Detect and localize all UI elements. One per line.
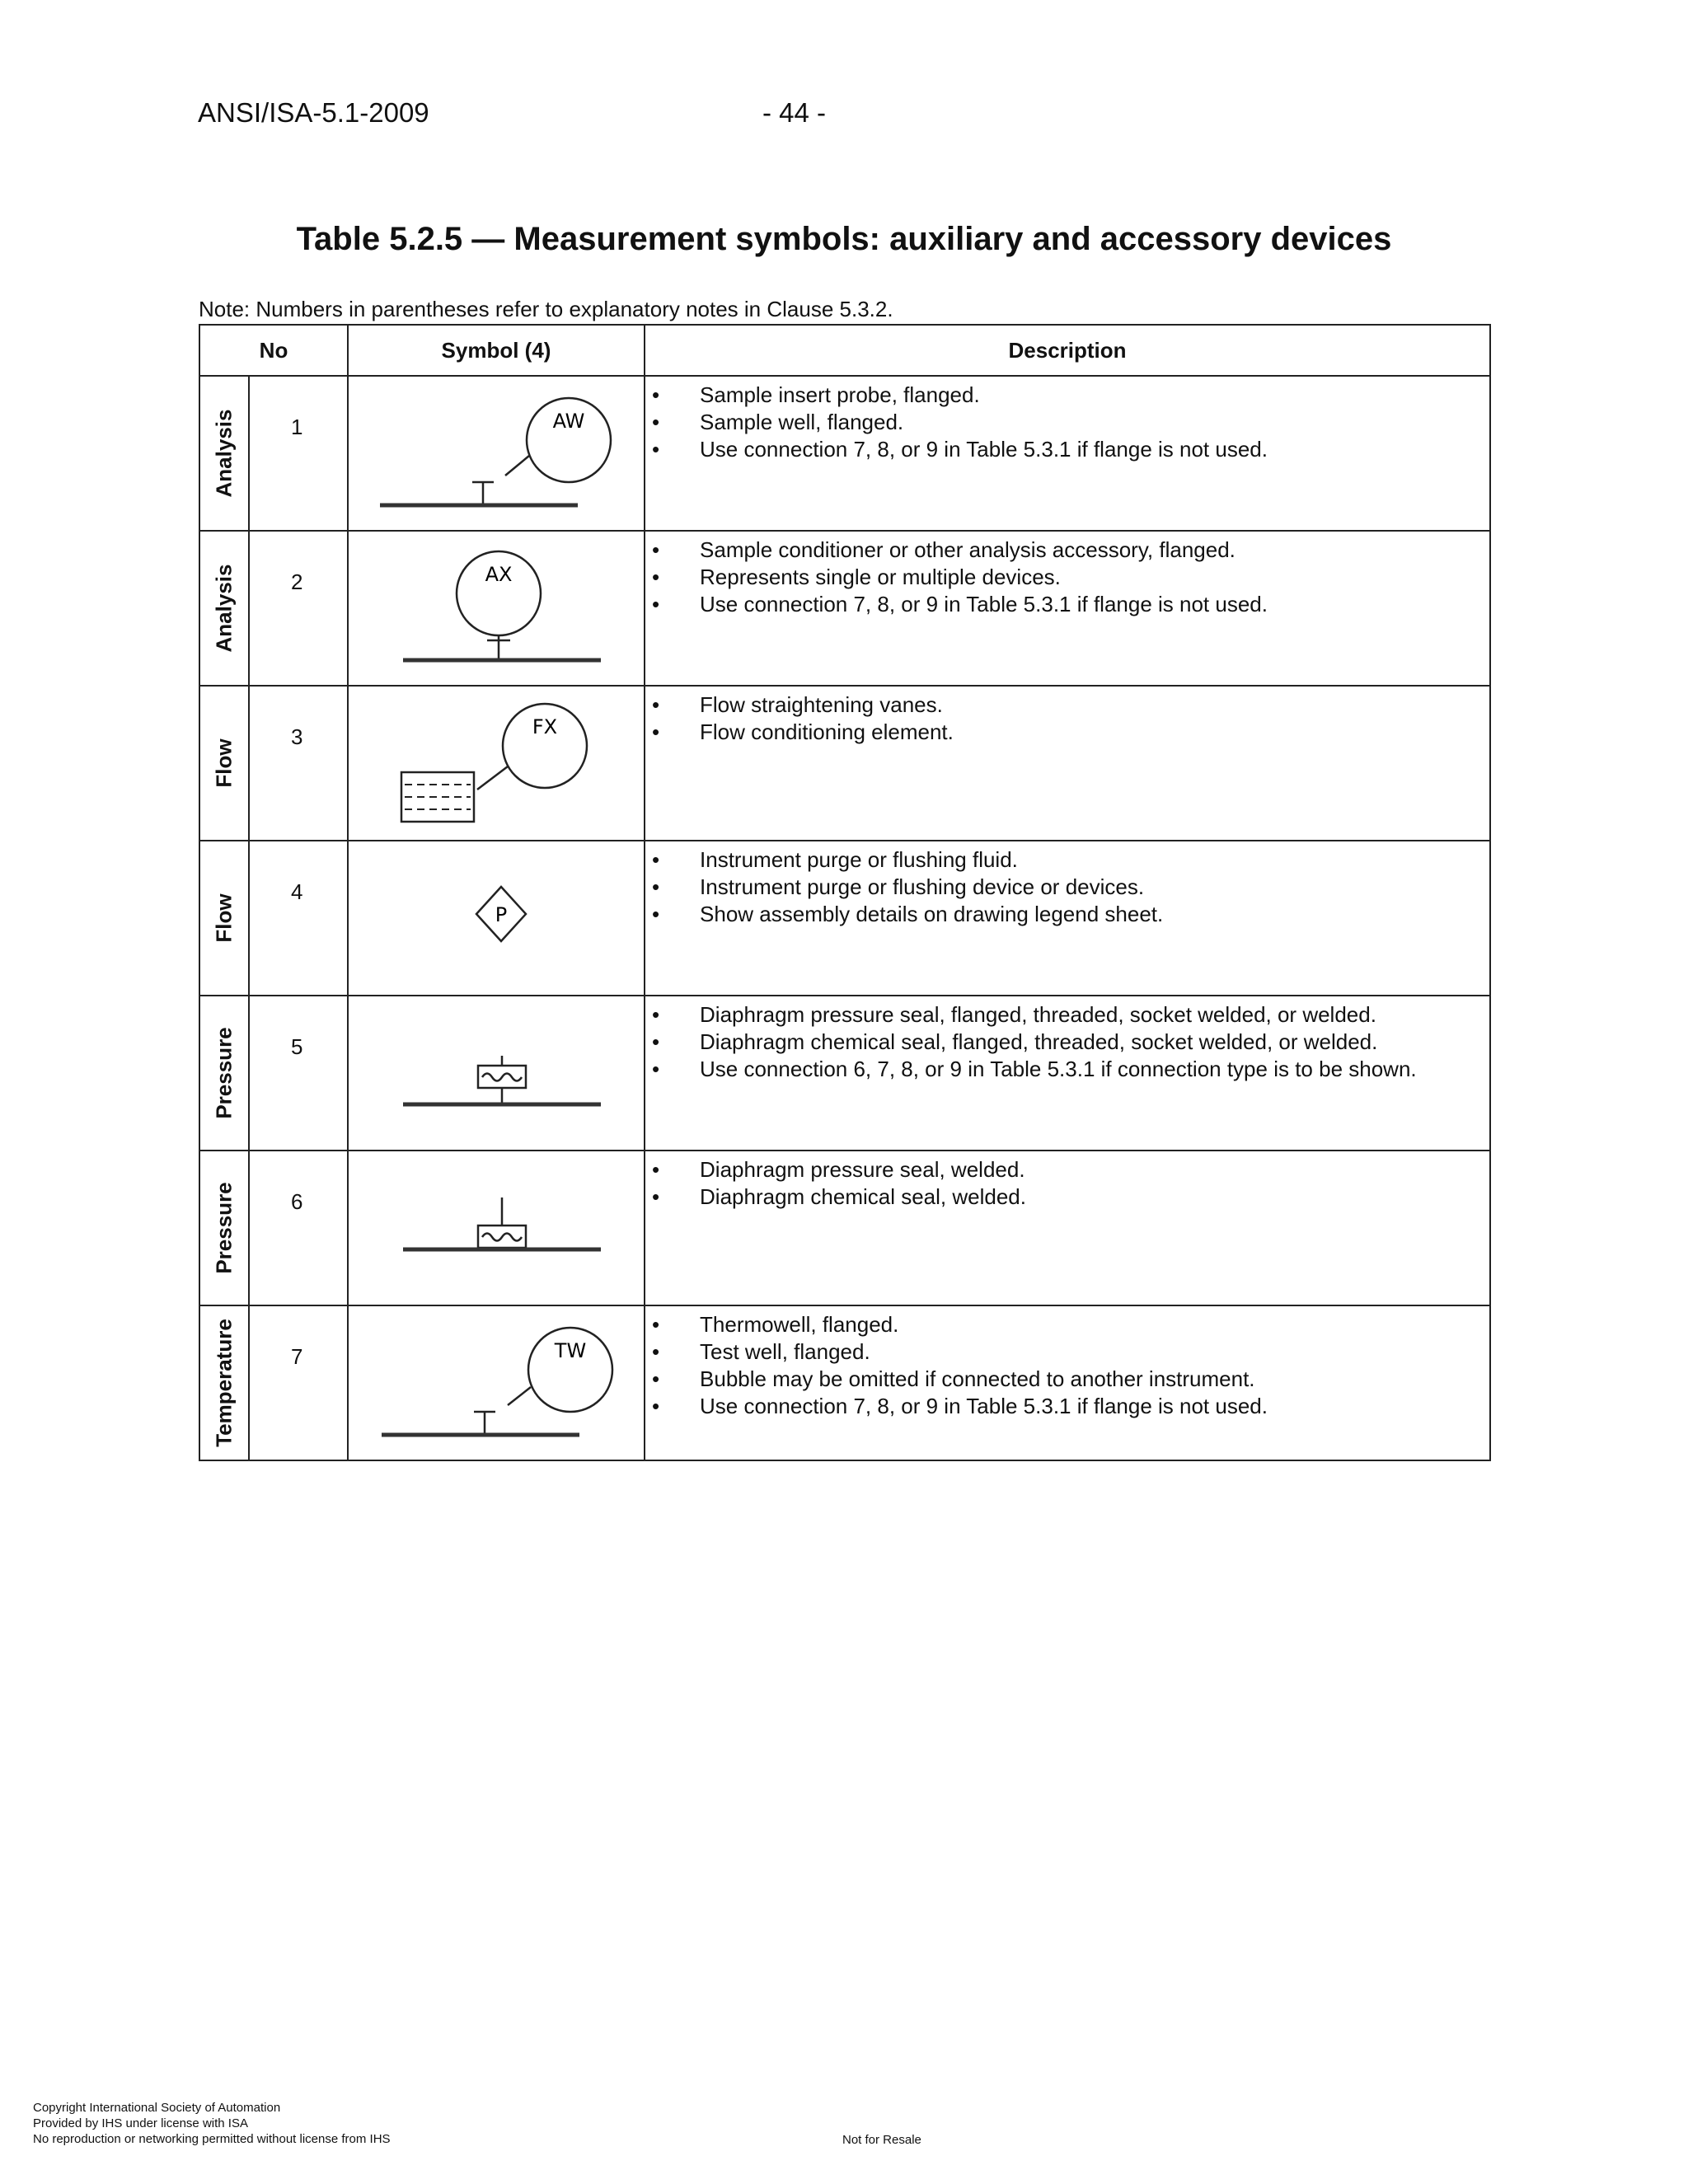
row-description [645, 686, 1490, 841]
row-symbol [348, 686, 645, 841]
category-label: Flow [211, 893, 237, 943]
description-item: • Instrument purge or flushing device or devices. [645, 874, 1489, 901]
table-row [199, 376, 1490, 531]
bubble-tag: TW [554, 1339, 587, 1362]
category-label: Pressure [211, 1027, 237, 1119]
description-item: • Flow conditioning element. [645, 719, 1489, 746]
bubble-tag: FX [532, 715, 558, 738]
row-number: 1 [249, 376, 348, 531]
description-item: • Represents single or multiple devices. [645, 564, 1489, 591]
table-note: Note: Numbers in parentheses refer to explanatory notes in Clause 5.3.2. [199, 297, 893, 321]
table-row [199, 531, 1490, 686]
table-row [199, 996, 1490, 1151]
description-item: • Instrument purge or flushing fluid. [645, 846, 1489, 874]
table-title: Table 5.2.5 — Measurement symbols: auxiliary and accessory devices [296, 221, 1392, 257]
footer-line: No reproduction or networking permitted without license from IHS [33, 2132, 391, 2146]
description-item: • Use connection 7, 8, or 9 in Table 5.3.1 if flange is not used. [645, 436, 1489, 463]
sample-probe-symbol [349, 377, 645, 532]
row-number: 7 [249, 1305, 348, 1460]
row-symbol [348, 531, 645, 686]
row-number: 6 [249, 1151, 348, 1305]
description-item: • Flow straightening vanes. [645, 691, 1489, 719]
row-description [645, 996, 1490, 1151]
row-number: 2 [249, 531, 348, 686]
table-header-row [199, 325, 1490, 376]
description-list [645, 691, 1489, 746]
category-label: Analysis [211, 409, 237, 498]
description-list [645, 1156, 1489, 1211]
row-description [645, 531, 1490, 686]
description-list [645, 382, 1489, 463]
diaphragm-seal-welded-symbol [349, 1151, 645, 1306]
description-item: • Sample conditioner or other analysis accessory, flanged. [645, 537, 1489, 564]
description-list [645, 1311, 1489, 1420]
flow-straightening-vanes-symbol [349, 687, 645, 841]
row-symbol [348, 1151, 645, 1305]
row-category [199, 1305, 249, 1460]
row-symbol [348, 376, 645, 531]
row-number: 5 [249, 996, 348, 1151]
description-list [645, 1001, 1489, 1083]
description-item: • Thermowell, flanged. [645, 1311, 1489, 1338]
footer-line: Copyright International Society of Automation [33, 2101, 281, 2115]
row-number: 3 [249, 686, 348, 841]
row-category [199, 1151, 249, 1305]
footer-line: Provided by IHS under license with ISA [33, 2116, 248, 2130]
description-item: • Sample well, flanged. [645, 409, 1489, 436]
description-item: • Diaphragm pressure seal, flanged, threaded, socket welded, or welded. [645, 1001, 1489, 1029]
description-item: • Diaphragm chemical seal, welded. [645, 1183, 1489, 1211]
description-item: • Bubble may be omitted if connected to another instrument. [645, 1366, 1489, 1393]
row-symbol [348, 841, 645, 996]
row-number: 4 [249, 841, 348, 996]
document-id: ANSI/ISA-5.1-2009 [198, 97, 429, 128]
bubble-tag: AW [552, 410, 585, 433]
row-category [199, 996, 249, 1151]
description-item: • Use connection 7, 8, or 9 in Table 5.3.1 if flange is not used. [645, 591, 1489, 618]
description-item: • Use connection 7, 8, or 9 in Table 5.3.1 if flange is not used. [645, 1393, 1489, 1420]
description-list [645, 846, 1489, 928]
description-list [645, 537, 1489, 618]
category-label: Temperature [211, 1319, 237, 1447]
category-label: Pressure [211, 1182, 237, 1274]
description-item: • Sample insert probe, flanged. [645, 382, 1489, 409]
description-item: • Show assembly details on drawing legend sheet. [645, 901, 1489, 928]
col-header-description: Description [645, 325, 1490, 376]
symbols-table [199, 324, 1491, 1461]
description-item: • Test well, flanged. [645, 1338, 1489, 1366]
row-description [645, 1151, 1490, 1305]
table-row [199, 686, 1490, 841]
page-number: - 44 - [762, 97, 827, 128]
purge-diamond-symbol [349, 841, 645, 996]
row-category [199, 686, 249, 841]
thermowell-symbol [349, 1306, 645, 1461]
row-description [645, 376, 1490, 531]
category-label: Analysis [211, 564, 237, 653]
category-label: Flow [211, 738, 237, 788]
diamond-tag: P [495, 903, 508, 926]
table-row [199, 841, 1490, 996]
row-symbol [348, 1305, 645, 1460]
description-item: • Diaphragm chemical seal, flanged, threaded, socket welded, or welded. [645, 1029, 1489, 1056]
row-category [199, 841, 249, 996]
row-category [199, 376, 249, 531]
table-row [199, 1305, 1490, 1460]
analysis-accessory-symbol [349, 532, 645, 687]
not-for-resale-label: Not for Resale [842, 2133, 921, 2147]
row-category [199, 531, 249, 686]
row-symbol [348, 996, 645, 1151]
copyright-footer [33, 2100, 391, 2147]
description-item: • Diaphragm pressure seal, welded. [645, 1156, 1489, 1183]
description-item: • Use connection 6, 7, 8, or 9 in Table 5.3.1 if connection type is to be shown. [645, 1056, 1489, 1083]
col-header-no: No [199, 325, 348, 376]
table-row [199, 1151, 1490, 1305]
col-header-symbol: Symbol (4) [348, 325, 645, 376]
bubble-tag: AX [485, 563, 513, 586]
diaphragm-seal-flanged-symbol [349, 996, 645, 1151]
row-description [645, 841, 1490, 996]
row-description [645, 1305, 1490, 1460]
